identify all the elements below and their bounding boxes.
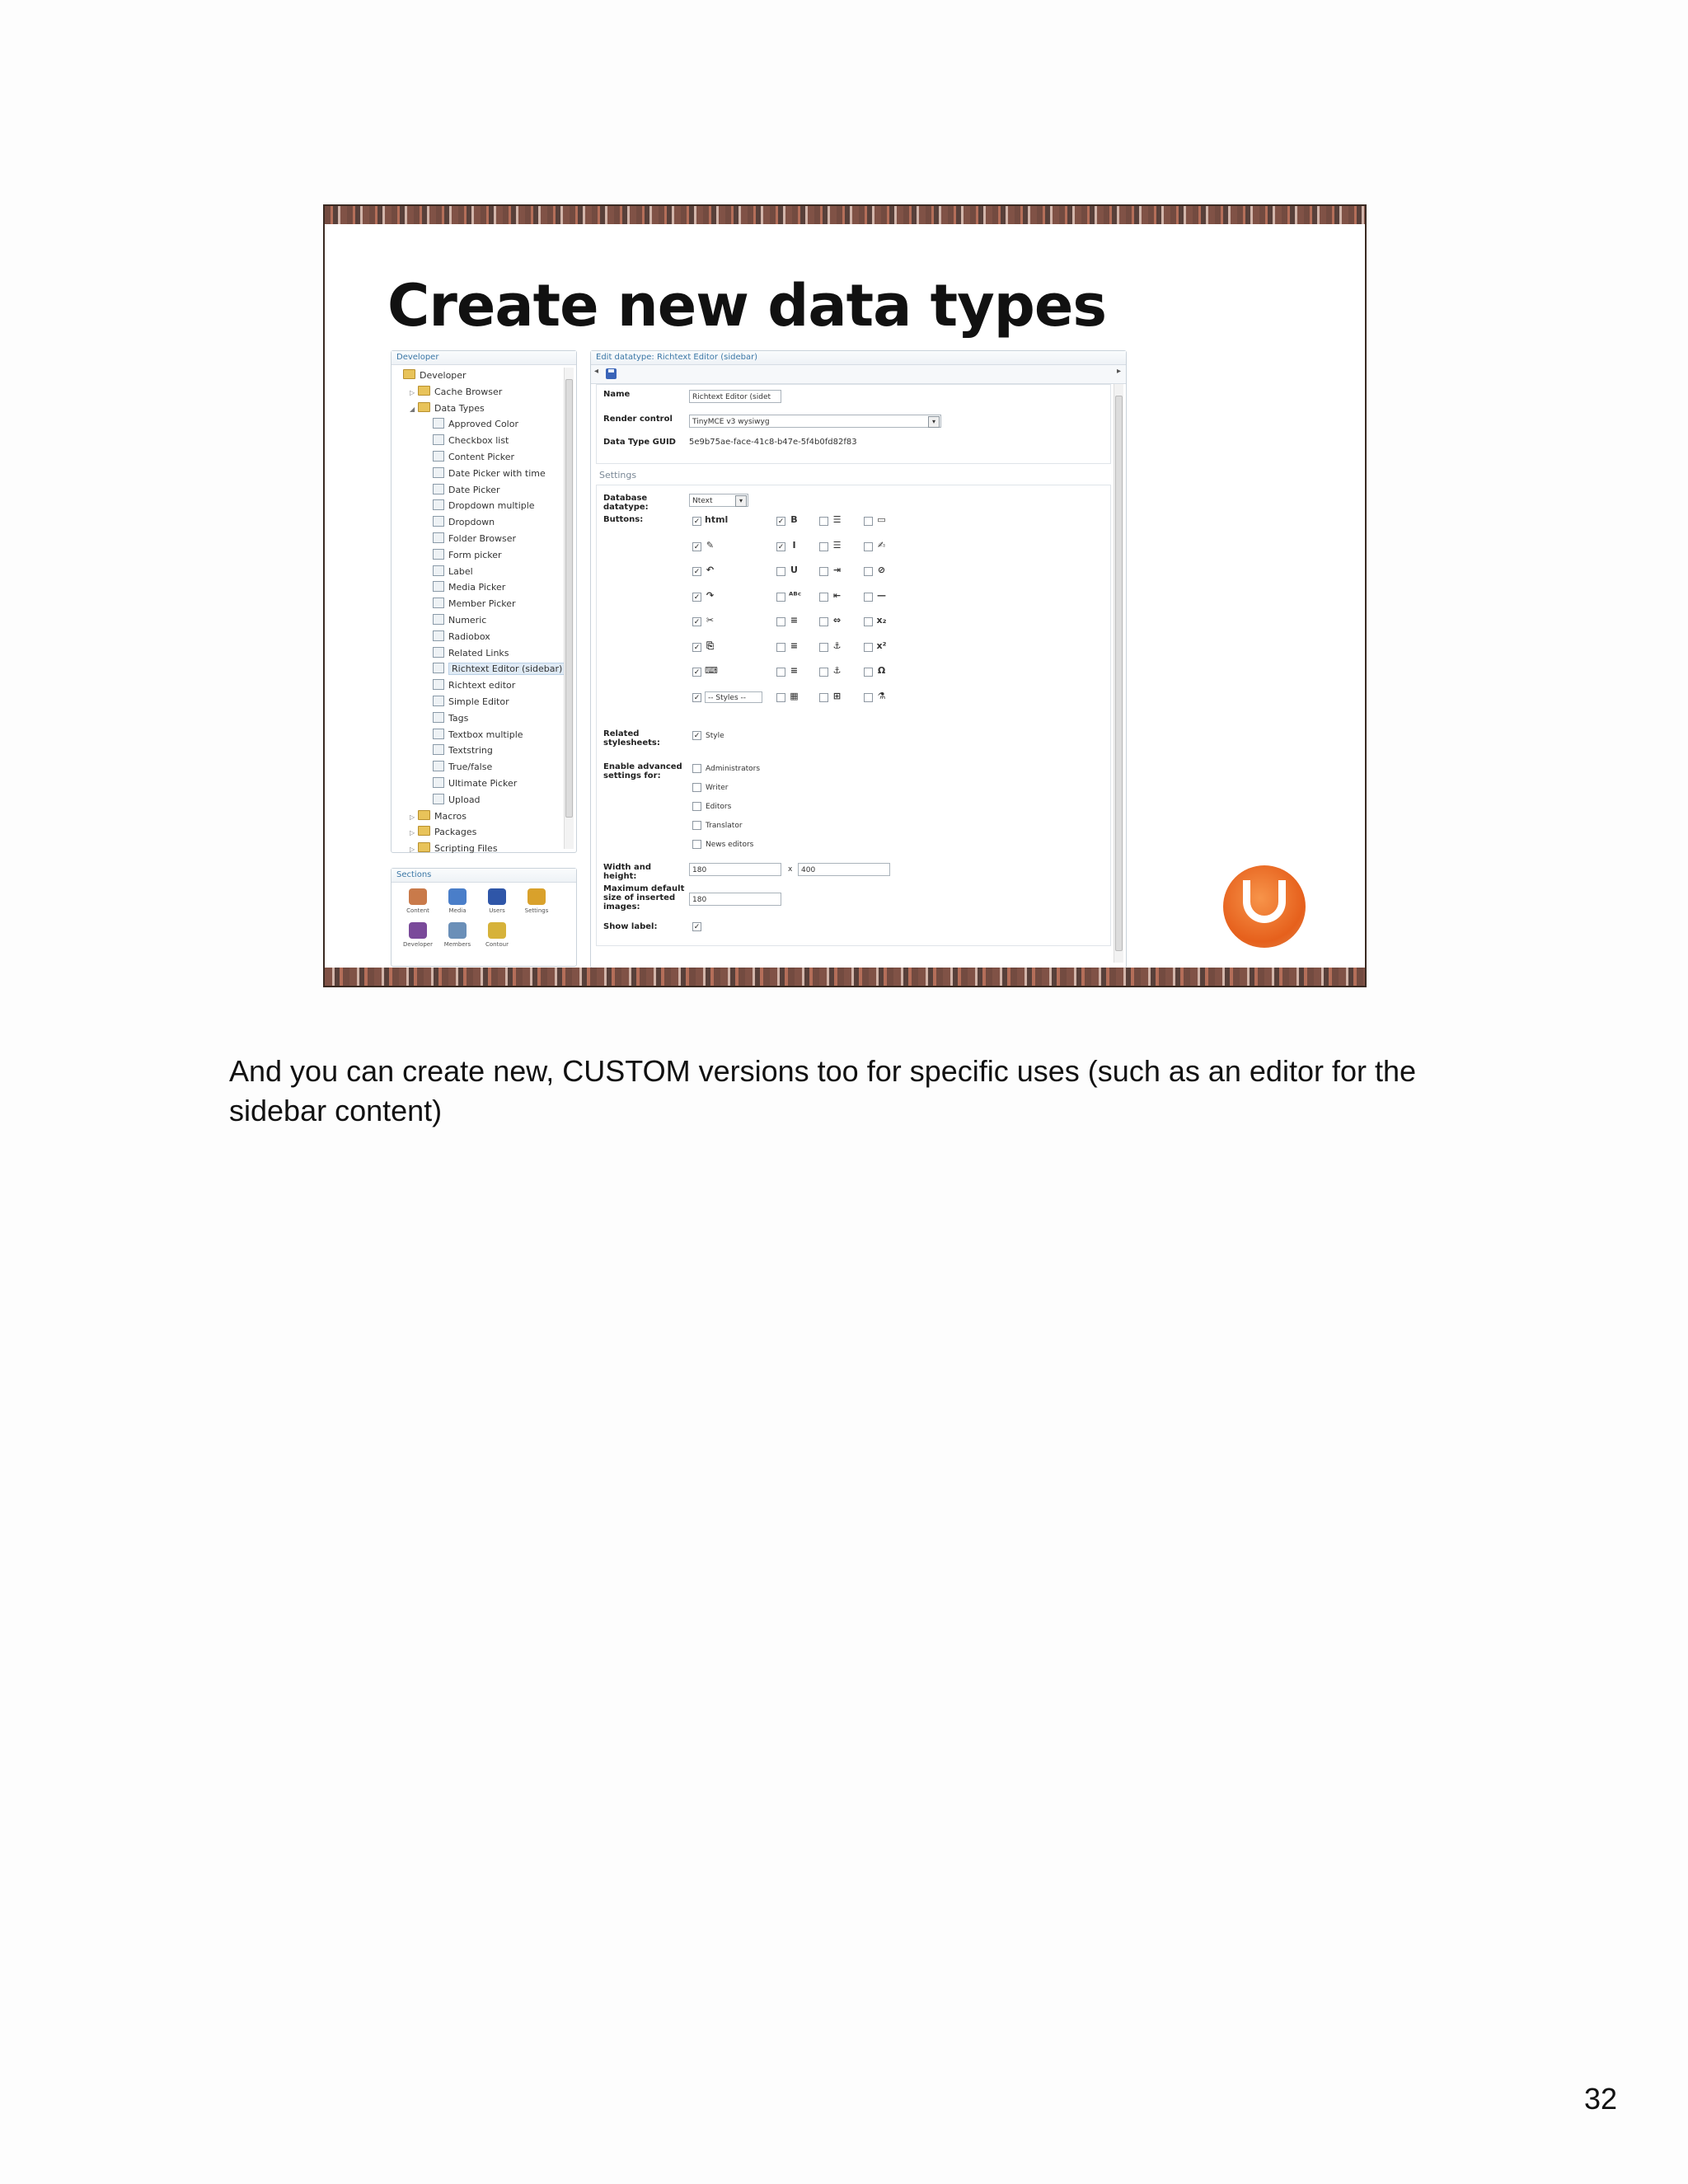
tree-item[interactable] (395, 368, 561, 384)
editor-button-icon: ⊘ (877, 565, 886, 575)
datatype-icon (433, 418, 444, 429)
advanced-option-label: News editors (706, 841, 754, 849)
section-label: Settings (524, 907, 549, 914)
tree-item[interactable] (395, 466, 561, 482)
editor-button-icon: ▭ (877, 514, 886, 525)
toolbar-button-checkbox[interactable] (776, 643, 785, 652)
datatype-icon (433, 729, 444, 739)
folder-icon (418, 810, 430, 820)
tree-item[interactable] (395, 449, 561, 466)
section-label: Developer (402, 941, 433, 948)
editor-button-icon: ↶ (706, 565, 715, 575)
tree-item-label: Date Picker with time (448, 467, 546, 479)
datatype-icon (433, 647, 444, 658)
folder-icon (418, 826, 430, 836)
datatype-icon (433, 630, 444, 641)
tree-item-label: Content Picker (448, 451, 515, 462)
tree-item-label: Textbox multiple (448, 729, 523, 740)
tree-item-label: Tags (448, 712, 469, 724)
tree-item-label: Dropdown multiple (448, 500, 535, 512)
tree-item-label: Developer (420, 370, 467, 381)
save-icon[interactable] (606, 368, 617, 379)
datatype-icon (433, 581, 444, 592)
toolbar-button-checkbox[interactable] (864, 693, 873, 702)
editor-button-icon: x₂ (876, 615, 887, 626)
datatype-icon (433, 532, 444, 543)
datatype-icon (433, 614, 444, 625)
tree-item-label: True/false (448, 762, 493, 773)
render-control-value: TinyMCE v3 wysiwyg (692, 418, 770, 426)
editor-button-icon: ⎘ (706, 640, 714, 651)
editor-button-icon: ⇔ (832, 615, 842, 626)
tree-item[interactable] (395, 710, 561, 727)
related-stylesheets-label: Related stylesheets: (603, 729, 660, 748)
tree-item-label: Upload (448, 794, 481, 805)
toolbar-button-checkbox[interactable]: ✓ (777, 518, 785, 526)
toolbar-button-checkbox[interactable] (864, 668, 873, 677)
folder-icon (418, 842, 430, 852)
editor-button-icon: I (792, 539, 796, 551)
tree-item[interactable] (395, 401, 561, 417)
datatype-icon (433, 712, 444, 723)
toolbar-button-checkbox[interactable] (776, 617, 785, 626)
section-content[interactable] (398, 888, 438, 914)
editor-body (596, 384, 1111, 963)
umbraco-logo (1223, 865, 1306, 948)
advanced-option-checkbox[interactable] (692, 783, 701, 792)
editor-button-icon: x² (876, 640, 887, 651)
chevron-down-icon: ▾ (928, 416, 940, 428)
toolbar-button-checkbox[interactable] (819, 593, 828, 602)
height-input[interactable]: 400 (798, 863, 890, 876)
sections-grid (398, 888, 570, 948)
buttons-label: Buttons: (603, 515, 644, 524)
toolbar-button-checkbox[interactable] (819, 693, 828, 702)
tree-item-label: Related Links (448, 647, 509, 658)
editor-button-icon: ▦ (790, 690, 799, 701)
tree-list (395, 368, 563, 855)
toolbar-button-checkbox[interactable]: ✓ (693, 693, 701, 702)
tree-item[interactable] (395, 433, 561, 449)
developer-icon (409, 922, 427, 939)
expand-toggle-icon[interactable]: ▷ (410, 813, 415, 821)
page-number: 32 (1583, 2082, 1617, 2116)
toolbar-button-checkbox[interactable] (819, 617, 828, 626)
toolbar-button-checkbox[interactable]: ✓ (693, 542, 701, 551)
datatype-icon (433, 549, 444, 560)
datatype-icon (433, 565, 444, 576)
advanced-option-checkbox[interactable] (692, 764, 701, 773)
tree-item-label: Form picker (448, 549, 502, 560)
stylesheet-style-checkbox[interactable]: ✓ (693, 732, 701, 740)
tree-item[interactable] (395, 612, 561, 629)
editor-button-icon: ⇥ (832, 565, 842, 575)
tree-item-label: Packages (434, 827, 477, 838)
tree-item-label: Approved Color (448, 419, 518, 430)
editor-button-icon: ⌨ (705, 665, 718, 676)
toolbar-button-checkbox[interactable] (864, 617, 873, 626)
datatype-icon (433, 761, 444, 771)
max-size-input[interactable]: 180 (689, 893, 781, 906)
tree-item[interactable] (395, 482, 561, 499)
toolbar-button-checkbox[interactable]: ✓ (693, 668, 701, 677)
tree-item[interactable] (395, 547, 561, 564)
tree-item[interactable] (395, 579, 561, 596)
tree-item[interactable] (395, 743, 561, 759)
guid-value: 5e9b75ae-face-41c8-b47e-5f4b0fd82f83 (689, 438, 857, 447)
datatype-icon (433, 679, 444, 690)
editor-button-icon: Ω (877, 665, 886, 676)
db-datatype-select[interactable] (689, 494, 748, 507)
max-size-label: Maximum default size of inserted images: (603, 884, 685, 912)
editor-button-icon: ⚗ (877, 690, 886, 701)
datatype-icon (433, 598, 444, 608)
name-label: Name (603, 390, 631, 399)
editor-button-icon: ⊞ (832, 690, 842, 701)
expand-toggle-icon[interactable]: ◢ (410, 405, 415, 413)
sections-panel (391, 868, 577, 967)
toolbar-button-checkbox[interactable] (819, 517, 828, 526)
sections-panel-header: Sections (392, 869, 576, 883)
width-height-label: Width and height: (603, 863, 652, 881)
tree-item-label: Member Picker (448, 598, 516, 610)
toolbar-button-checkbox[interactable] (819, 542, 828, 551)
scroll-right-icon[interactable]: ▸ (1116, 367, 1121, 376)
datatype-icon (433, 499, 444, 510)
tree-item[interactable] (395, 629, 561, 645)
datatype-icon (433, 794, 444, 804)
tree-item[interactable] (395, 416, 561, 433)
editor-button-icon: ↷ (706, 589, 715, 601)
styles-dropdown[interactable]: -- Styles -- (705, 691, 762, 703)
datatype-icon (433, 467, 444, 478)
section-developer[interactable] (398, 922, 438, 948)
render-control-label: Render control (603, 415, 673, 424)
tree-item[interactable] (395, 661, 561, 677)
content-icon (409, 888, 427, 905)
section-settings[interactable] (517, 888, 556, 914)
section-media[interactable] (438, 888, 477, 914)
contour-icon (488, 922, 506, 939)
datatype-icon (433, 484, 444, 494)
toolbar-button-checkbox[interactable] (776, 693, 785, 702)
tree-item-label: Data Types (434, 402, 485, 414)
tree-item[interactable] (395, 776, 561, 792)
show-label-label: Show label: (603, 922, 658, 931)
toolbar-button-checkbox[interactable]: ✓ (693, 568, 701, 576)
editor-panel-header: Edit datatype: Richtext Editor (sidebar) (591, 351, 1126, 365)
toolbar-button-checkbox[interactable] (776, 567, 785, 576)
tree-item-label: Media Picker (448, 582, 506, 593)
section-members[interactable] (438, 922, 477, 948)
tree-item[interactable] (395, 531, 561, 547)
tree-item-label: Richtext editor (448, 680, 516, 691)
datatype-icon (433, 516, 444, 527)
db-datatype-value: Ntext (692, 497, 713, 505)
section-label: Members (443, 941, 471, 948)
toolbar-button-checkbox[interactable] (776, 593, 785, 602)
tree-item-label: Richtext Editor (sidebar) (448, 663, 565, 675)
tree-item[interactable] (395, 759, 561, 776)
slide-caption: And you can create new, CUSTOM versions too for specific uses (such as an editor for the sidebar content) (229, 1054, 1417, 1127)
grunge-border-bottom (325, 968, 1365, 986)
edit-datatype-panel (590, 350, 1127, 968)
editor-button-icon: ✎ (706, 539, 715, 551)
editor-button-icon: — (877, 589, 886, 601)
toolbar-button-checkbox[interactable]: ✓ (693, 593, 701, 602)
tree-item[interactable] (395, 808, 561, 825)
tree-item-label: Dropdown (448, 517, 495, 528)
tree-panel-header: Developer (392, 351, 576, 365)
tree-item-label: Checkbox list (448, 435, 509, 447)
toolbar-button-checkbox[interactable] (819, 643, 828, 652)
expand-toggle-icon[interactable]: ▷ (410, 846, 415, 854)
width-input[interactable]: 180 (689, 863, 781, 876)
scroll-left-icon[interactable]: ◂ (594, 367, 599, 376)
folder-icon (403, 369, 415, 379)
editor-button-icon: ☰ (832, 539, 842, 551)
editor-button-icon: html (705, 514, 729, 525)
show-label-checkbox[interactable]: ✓ (693, 923, 701, 931)
editor-button-icon: ✂ (706, 615, 715, 626)
editor-button-icon: ☰ (832, 514, 842, 525)
media-icon (448, 888, 467, 905)
toolbar-button-checkbox[interactable] (864, 567, 873, 576)
section-label: Content (406, 907, 429, 914)
slide-frame (323, 204, 1367, 987)
properties-box (596, 384, 1111, 464)
datatype-icon (433, 663, 444, 673)
datatype-icon (433, 451, 444, 462)
guid-label: Data Type GUID (603, 438, 676, 447)
advanced-option-checkbox[interactable] (692, 821, 701, 830)
settings-heading: Settings (599, 470, 637, 480)
expand-toggle-icon[interactable]: ▷ (410, 829, 415, 837)
toolbar-button-checkbox[interactable] (864, 593, 873, 602)
members-icon (448, 922, 467, 939)
settings-icon (528, 888, 546, 905)
tree-item-label: Ultimate Picker (448, 777, 518, 789)
section-label: Users (489, 907, 505, 914)
settings-box (596, 485, 1111, 946)
tree-item[interactable] (395, 645, 561, 662)
developer-tree-panel (391, 350, 577, 853)
editor-button-icon: ≡ (790, 665, 799, 676)
tree-item[interactable] (395, 514, 561, 531)
name-input[interactable]: Richtext Editor (sidet (689, 390, 781, 403)
advanced-option-label: Writer (706, 784, 729, 792)
tree-item[interactable] (395, 792, 561, 808)
section-label: Media (448, 907, 467, 914)
advanced-option-checkbox[interactable] (692, 840, 701, 849)
editor-button-icon: ≡ (790, 615, 799, 626)
users-icon (488, 888, 506, 905)
tree-item-label: Label (448, 565, 473, 577)
tree-item-label: Cache Browser (434, 386, 503, 397)
toolbar-button-checkbox[interactable] (776, 668, 785, 677)
tree-item[interactable] (395, 841, 561, 857)
datatype-icon (433, 744, 444, 755)
render-control-select[interactable] (689, 415, 941, 428)
folder-icon (418, 386, 430, 396)
editor-button-icon: ✍ (877, 539, 886, 551)
advanced-settings-label: Enable advanced settings for: (603, 762, 682, 780)
datatype-icon (433, 434, 444, 445)
toolbar-button-checkbox[interactable] (864, 517, 873, 526)
editor-button-icon: ᴬᴮᶜ (789, 589, 802, 601)
tree-item-label: Textstring (448, 745, 493, 757)
section-users[interactable] (477, 888, 517, 914)
editor-toolbar (591, 365, 1126, 384)
editor-scrollbar[interactable] (1114, 384, 1123, 963)
toolbar-button-checkbox[interactable]: ✓ (693, 618, 701, 626)
toolbar-button-checkbox[interactable]: ✓ (777, 542, 785, 551)
slide-title: Create new data types (387, 272, 1107, 340)
advanced-option-label: Administrators (706, 765, 761, 773)
tree-item-label: Simple Editor (448, 696, 509, 707)
datatype-icon (433, 777, 444, 788)
tree-item[interactable] (395, 727, 561, 743)
folder-icon (418, 402, 430, 412)
toolbar-button-checkbox[interactable]: ✓ (693, 518, 701, 526)
editor-button-icon: U (790, 565, 798, 575)
tree-item[interactable] (395, 596, 561, 612)
tree-item[interactable] (395, 384, 561, 401)
size-separator: x (788, 865, 793, 874)
section-contour[interactable] (477, 922, 517, 948)
db-datatype-label: Database datatype: (603, 494, 649, 512)
toolbar-button-checkbox[interactable]: ✓ (693, 643, 701, 652)
tree-item[interactable] (395, 498, 561, 514)
advanced-option-checkbox[interactable] (692, 802, 701, 811)
tree-item[interactable] (395, 564, 561, 580)
tree-item-label: Radiobox (448, 630, 490, 642)
expand-toggle-icon[interactable]: ▷ (410, 388, 415, 396)
toolbar-button-checkbox[interactable] (864, 643, 873, 652)
tree-item-label: Scripting Files (434, 843, 498, 855)
editor-button-icon: ⇤ (832, 589, 842, 601)
editor-button-icon: ≡ (790, 640, 799, 651)
tree-item-label: Numeric (448, 614, 487, 626)
advanced-option-label: Translator (706, 822, 743, 830)
toolbar-button-checkbox[interactable] (819, 567, 828, 576)
tree-scrollbar[interactable] (564, 368, 574, 849)
grunge-border-top (325, 206, 1365, 224)
advanced-option-label: Editors (706, 803, 732, 811)
tree-item[interactable] (395, 677, 561, 694)
editor-button-icon: ⚓ (832, 665, 842, 676)
tree-item-label: Macros (434, 810, 467, 822)
section-label: Contour (485, 941, 509, 948)
tree-item-label: Folder Browser (448, 532, 517, 544)
tree-item[interactable] (395, 824, 561, 841)
chevron-down-icon: ▾ (735, 495, 747, 507)
datatype-icon (433, 696, 444, 706)
editor-button-icon: ⚓ (832, 640, 842, 651)
editor-button-icon: B (790, 514, 798, 525)
tree-item[interactable] (395, 694, 561, 710)
toolbar-button-checkbox[interactable] (864, 542, 873, 551)
toolbar-button-checkbox[interactable] (819, 668, 828, 677)
tree-item-label: Date Picker (448, 484, 500, 495)
stylesheet-style-label: Style (706, 732, 724, 740)
